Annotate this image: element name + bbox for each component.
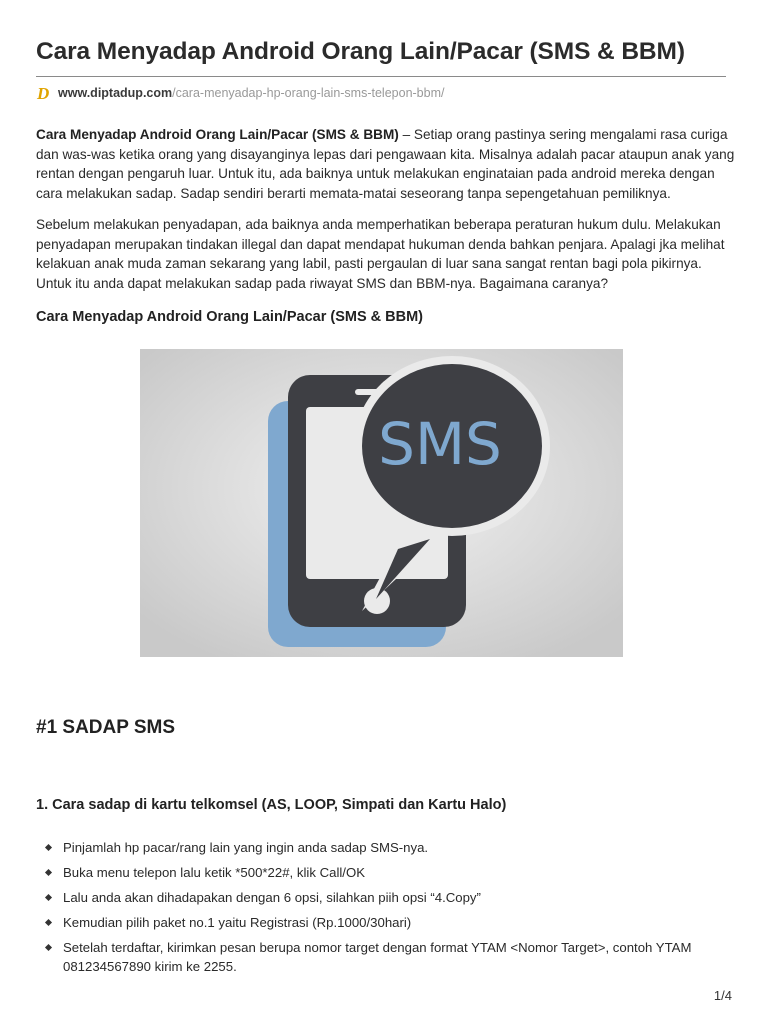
sms-illustration [140, 349, 623, 657]
source-domain: www.diptadup.com [58, 86, 173, 100]
title-divider [36, 76, 726, 77]
list-item: Pinjamlah hp pacar/rang lain yang ingin anda sadap SMS-nya. [44, 838, 734, 857]
intro-bold-title: Cara Menyadap Android Orang Lain/Pacar (SMS & BBM) [36, 127, 399, 142]
diptadup-logo-icon [36, 85, 54, 101]
svg-text:D: D [37, 85, 50, 101]
list-item: Setelah terdaftar, kirimkan pesan berupa nomor target dengan format YTAM <Nomor Target>, contoh YTAM 081234567890 kirim ke 2255. [44, 938, 734, 976]
bullet-icon [45, 944, 52, 951]
paragraph-2: Sebelum melakukan penyadapan, ada baiknya anda memperhatikan beberapa peraturan hukum dulu. Melakukan penyadapan merupakan tindakan illegal dan dapat mendapat hukuman denda bahkan penjara. Apalagi jka melihat kelakuan anak muda zaman sekarang yang labil, pasti pergaulan di luar sana sangat rentan bagi pola pikirnya. Untuk itu anda dapat melakukan sadap pada riwayat SMS dan BBM-nya. Bagaimana caranya? [36, 217, 725, 291]
source-path: /cara-menyadap-hp-orang-lain-sms-telepon-bbm/ [172, 86, 445, 100]
article-subheading: Cara Menyadap Android Orang Lain/Pacar (SMS & BBM) [36, 309, 423, 325]
source-link[interactable] [36, 83, 444, 103]
steps-list [44, 838, 734, 982]
sms-label: SMS [378, 410, 502, 478]
section-heading: #1 SADAP SMS [36, 717, 176, 738]
bullet-icon [45, 844, 52, 851]
article-title: Cara Menyadap Android Orang Lain/Pacar (SMS & BBM) [36, 38, 685, 65]
intro-paragraph [36, 125, 736, 203]
bullet-icon [45, 919, 52, 926]
list-item: Kemudian pilih paket no.1 yaitu Registrasi (Rp.1000/30hari) [44, 913, 734, 932]
list-item: Buka menu telepon lalu ketik *500*22#, klik Call/OK [44, 863, 734, 882]
sms-phone-icon [140, 349, 623, 657]
bullet-icon [45, 894, 52, 901]
page-indicator: 1/4 [713, 988, 732, 1003]
list-item: Lalu anda akan dihadapakan dengan 6 opsi, silahkan piih opsi “4.Copy” [44, 888, 734, 907]
step-heading: 1. Cara sadap di kartu telkomsel (AS, LOOP, Simpati dan Kartu Halo) [36, 797, 507, 813]
intro-text: – Setiap orang pastinya sering mengalami rasa curiga dan was-was ketika orang yang disayanginya lepas dari pengawaan kita. Misalnya adalah pacar ataupun anak yang rentan dengan pengaruh luar. Untuk itu, ada baiknya untuk melakukan enginataian pada android mereka dengan cara melakukan sadap. Sadap sendiri berarti memata-matai seseorang tanpa sepengetahuan pemiliknya. [36, 127, 735, 201]
bullet-icon [45, 869, 52, 876]
